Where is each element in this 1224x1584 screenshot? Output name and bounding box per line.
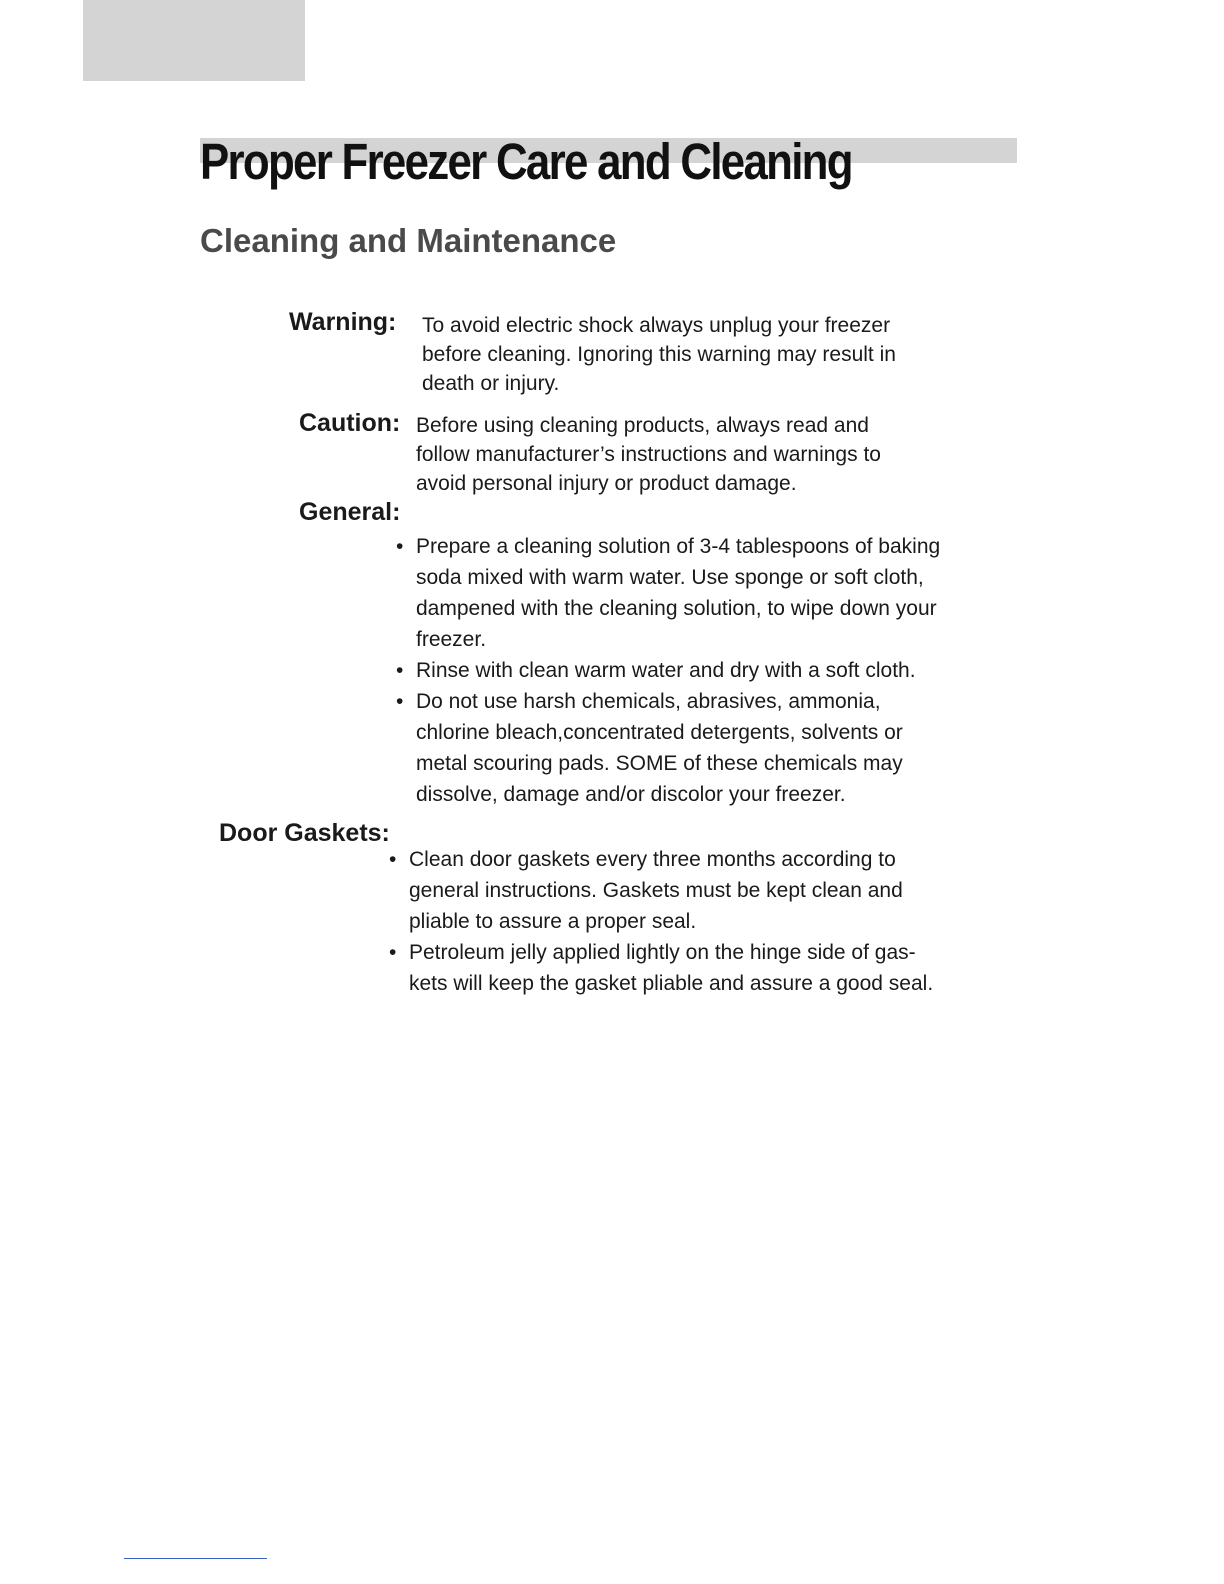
list-item-text: Do not use harsh chemicals, abrasives, ammonia, chlorine bleach,concentrated detergents, solvents or metal scouring pads. SOME of these chemicals may dissolve, damage and/or discolor your freezer. xyxy=(416,690,903,806)
bullet-icon: • xyxy=(389,941,397,964)
bullet-icon: • xyxy=(396,690,404,713)
list-item-text: Rinse with clean warm water and dry with a soft cloth. xyxy=(416,659,916,682)
list-item-text: Clean door gaskets every three months according to general instructions. Gaskets must be kept clean and pliable to assure a proper seal. xyxy=(409,848,903,933)
bullet-icon: • xyxy=(396,535,404,558)
list-item xyxy=(396,686,956,810)
page-corner-tab xyxy=(83,0,305,81)
caution-label: Caution: xyxy=(299,409,401,437)
list-item xyxy=(396,655,956,686)
footer-rule xyxy=(124,1558,267,1559)
list-item-text: Petroleum jelly applied lightly on the hinge side of gas-kets will keep the gasket pliable and assure a good seal. xyxy=(409,941,934,995)
general-label: General: xyxy=(299,498,401,526)
caution-text: Before using cleaning products, always read and follow manufacturer’s instructions and warnings to avoid personal injury or product damage. xyxy=(416,414,881,495)
general-bullet-list xyxy=(396,531,956,810)
door-gaskets-bullet-list xyxy=(389,844,949,999)
warning-text: To avoid electric shock always unplug your freezer before cleaning. Ignoring this warning may result in death or injury. xyxy=(422,314,896,395)
bullet-icon: • xyxy=(396,659,404,682)
list-item xyxy=(396,531,956,655)
list-item xyxy=(389,937,949,999)
section-subtitle: Cleaning and Maintenance xyxy=(200,222,617,259)
list-item-text: Prepare a cleaning solution of 3-4 tablespoons of baking soda mixed with warm water. Use sponge or soft cloth, dampened with the cleaning solution, to wipe down your freezer. xyxy=(416,535,941,651)
bullet-icon: • xyxy=(389,848,397,871)
list-item xyxy=(389,844,949,937)
warning-label: Warning: xyxy=(289,308,397,336)
door-gaskets-label: Door Gaskets: xyxy=(219,819,390,847)
page-title: Proper Freezer Care and Cleaning xyxy=(200,133,852,190)
